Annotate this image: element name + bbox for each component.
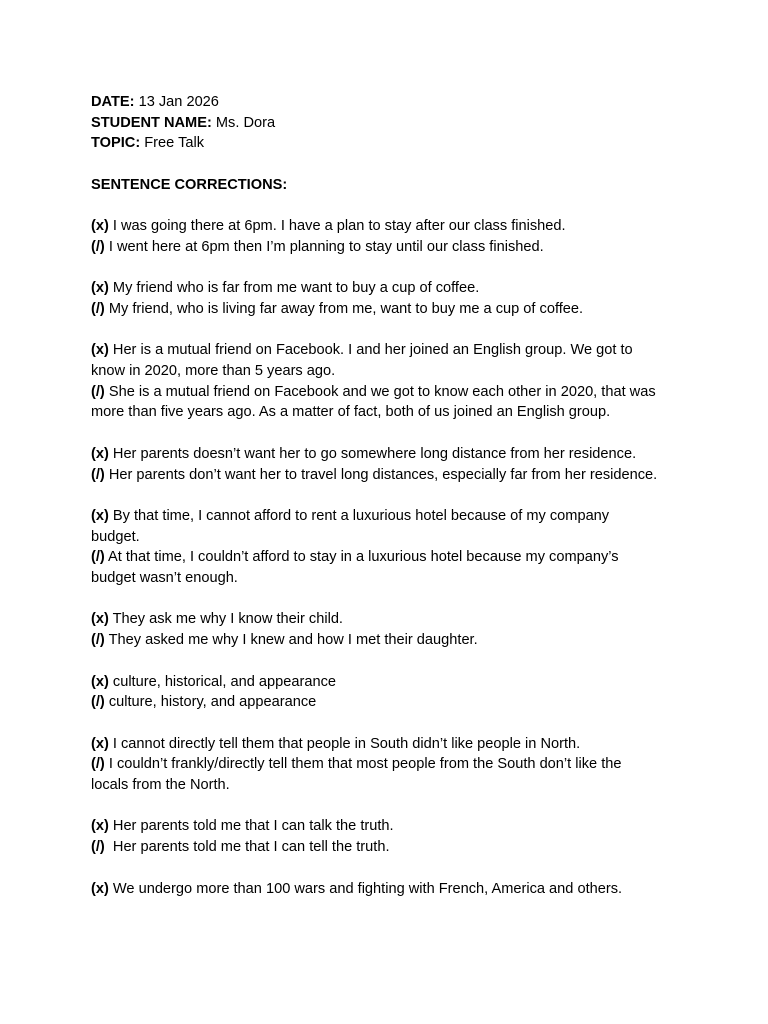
correction-item [91, 506, 708, 589]
correction-item [91, 734, 708, 796]
corrected-text: I went here at 6pm then I’m planning to stay until our class finished. [108, 238, 544, 255]
right-marker: (/) [91, 694, 105, 711]
wrong-sentence [91, 734, 708, 755]
student-name-line [91, 113, 708, 134]
corrected-text: Her parents don’t want her to travel long distances, especially far from her residence. [108, 466, 658, 483]
wrong-marker: (x) [91, 735, 109, 752]
corrected-sentence [91, 692, 708, 713]
corrected-sentence [91, 837, 708, 858]
right-marker: (/) [91, 238, 105, 255]
corrected-sentence [91, 465, 708, 486]
corrected-text: My friend, who is living far away from me, want to buy me a cup of coffee. [108, 300, 584, 317]
wrong-marker: (x) [91, 611, 109, 628]
topic-value: Free Talk [144, 135, 205, 152]
corrected-text: Her parents told me that I can tell the truth. [108, 839, 390, 856]
spacer [91, 320, 708, 341]
correction-item [91, 879, 708, 900]
wrong-sentence [91, 444, 708, 465]
wrong-marker: (x) [91, 507, 109, 524]
wrong-marker: (x) [91, 880, 109, 897]
corrected-text: culture, history, and appearance [108, 694, 317, 711]
spacer [91, 651, 708, 672]
spacer [91, 796, 708, 817]
wrong-text: My friend who is far from me want to buy a cup of coffee. [112, 280, 480, 297]
student-name-label: STUDENT NAME: [91, 114, 212, 131]
right-marker: (/) [91, 839, 105, 856]
wrong-text: Her is a mutual friend on Facebook. I and her joined an English group. We got to know in 2020, more than 5 years ago. [91, 342, 633, 380]
wrong-sentence [91, 506, 651, 547]
wrong-marker: (x) [91, 445, 109, 462]
spacer [91, 196, 708, 217]
spacer [91, 485, 708, 506]
date-line [91, 92, 708, 113]
wrong-marker: (x) [91, 673, 109, 690]
corrected-text: At that time, I couldn’t afford to stay in a luxurious hotel because my company’s budget wasn’t enough. [91, 549, 619, 587]
spacer [91, 858, 708, 879]
correction-item [91, 340, 708, 423]
spacer [91, 713, 708, 734]
corrected-sentence [91, 547, 651, 588]
wrong-marker: (x) [91, 280, 109, 297]
topic-label: TOPIC: [91, 135, 141, 152]
spacer [91, 258, 708, 279]
wrong-sentence [91, 340, 661, 381]
corrected-sentence [91, 382, 691, 423]
spacer [91, 154, 708, 175]
corrected-sentence [91, 630, 708, 651]
correction-item [91, 609, 708, 650]
right-marker: (/) [91, 383, 105, 400]
student-name-value: Ms. Dora [215, 114, 276, 131]
wrong-sentence [91, 216, 708, 237]
right-marker: (/) [91, 756, 105, 773]
corrected-sentence [91, 237, 708, 258]
section-title [91, 175, 708, 196]
wrong-text: They ask me why I know their child. [112, 611, 343, 628]
wrong-text: culture, historical, and appearance [112, 673, 337, 690]
corrected-sentence [91, 299, 708, 320]
wrong-marker: (x) [91, 818, 109, 835]
wrong-sentence [91, 816, 708, 837]
correction-item [91, 444, 708, 485]
wrong-sentence [91, 672, 708, 693]
wrong-text: By that time, I cannot afford to rent a luxurious hotel because of my company budget. [91, 507, 610, 545]
corrected-text: I couldn’t frankly/directly tell them that most people from the South don’t like the locals from the North. [91, 756, 622, 794]
wrong-text: I was going there at 6pm. I have a plan to stay after our class finished. [112, 218, 566, 235]
wrong-text: Her parents doesn’t want her to go somewhere long distance from her residence. [112, 445, 637, 462]
correction-item [91, 216, 708, 257]
correction-item [91, 672, 708, 713]
wrong-text: Her parents told me that I can talk the truth. [112, 818, 394, 835]
right-marker: (/) [91, 549, 105, 566]
corrected-text: She is a mutual friend on Facebook and we got to know each other in 2020, that was more than five years ago. As a matter of fact, both of us joined an English group. [91, 383, 656, 421]
wrong-sentence [91, 278, 708, 299]
date-label: DATE: [91, 94, 135, 110]
wrong-marker: (x) [91, 342, 109, 359]
corrected-sentence [91, 754, 651, 795]
spacer [91, 589, 708, 610]
correction-item [91, 278, 708, 319]
right-marker: (/) [91, 632, 105, 649]
wrong-text: We undergo more than 100 wars and fighting with French, America and others. [112, 880, 623, 897]
topic-line [91, 133, 708, 154]
wrong-marker: (x) [91, 218, 109, 235]
right-marker: (/) [91, 300, 105, 317]
wrong-sentence [91, 879, 708, 900]
correction-item [91, 816, 708, 857]
spacer [91, 423, 708, 444]
section-title-text: SENTENCE CORRECTIONS: [91, 176, 288, 193]
wrong-text: I cannot directly tell them that people in South didn’t like people in North. [112, 735, 581, 752]
date-value: 13 Jan 2026 [138, 94, 219, 110]
corrected-text: They asked me why I knew and how I met their daughter. [108, 632, 478, 649]
right-marker: (/) [91, 466, 105, 483]
wrong-sentence [91, 609, 708, 630]
